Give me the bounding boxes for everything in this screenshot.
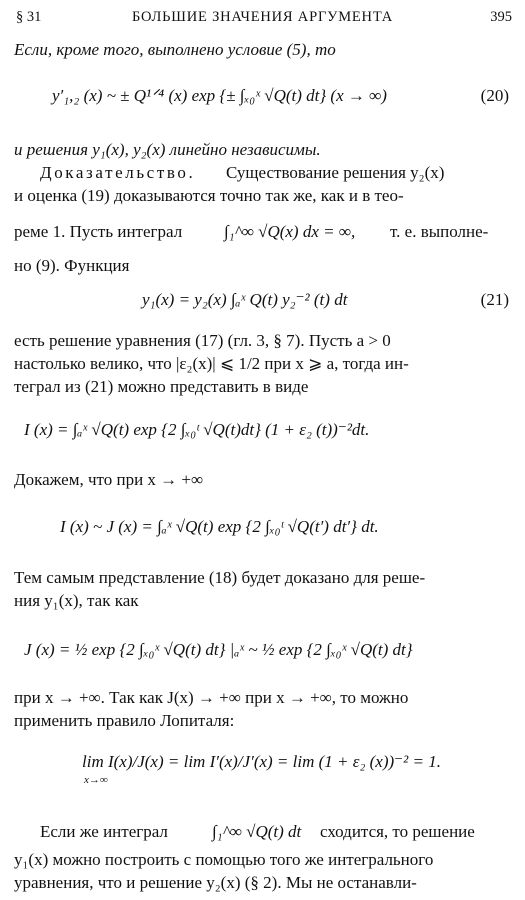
text-line: Если, кроме того, выполнено условие (5), то bbox=[14, 40, 336, 59]
text-line: есть решение уравнения (17) (гл. 3, § 7). Пусть a > 0 bbox=[14, 331, 391, 350]
limit-equation: lim I(x)/J(x) = lim I′(x)/J′(x) = lim (1 + ε₂ (x))⁻² = 1. bbox=[82, 752, 441, 771]
text-line: т. е. выполне- bbox=[390, 222, 489, 241]
equation-J: J (x) = ½ exp {2 ∫ₓ₀ˣ √Q(t) dt} |ₐˣ ~ ½ exp {2 ∫ₓ₀ˣ √Q(t) dt} bbox=[24, 640, 413, 659]
equation-number: (20) bbox=[480, 86, 509, 105]
text-line: и решения y₁(x), y₂(x) линейно независимы. bbox=[14, 140, 321, 159]
running-title: БОЛЬШИЕ ЗНАЧЕНИЯ АРГУМЕНТА bbox=[131, 9, 394, 25]
inline-integral: ∫₁^∞ √Q(x) dx = ∞, bbox=[224, 222, 356, 241]
text-line: применить правило Лопиталя: bbox=[14, 711, 235, 730]
equation-20: y′₁,₂ (x) ~ ± Q¹ᐟ⁴ (x) exp {± ∫ₓ₀ˣ √Q(t) dt} (x → ∞) bbox=[52, 86, 387, 105]
text-line: сходится, то решение bbox=[320, 822, 475, 841]
text-line: настолько велико, что |ε₂(x)| ⩽ 1/2 при x ⩾ a, тогда ин- bbox=[14, 354, 409, 373]
limit-subscript: x→∞ bbox=[84, 774, 108, 786]
text-line: ния y₁(x), так как bbox=[14, 591, 139, 610]
text-line: реме 1. Пусть интеграл bbox=[14, 222, 183, 241]
text-line: при x → +∞. Так как J(x) → +∞ при x → +∞, то можно bbox=[14, 688, 409, 707]
proof-heading: Доказательство. bbox=[40, 163, 196, 182]
section-number: § 31 bbox=[16, 9, 42, 25]
equation-I-J: I (x) ~ J (x) = ∫ₐˣ √Q(t) exp {2 ∫ₓ₀ᵗ √Q(t′) dt′} dt. bbox=[60, 517, 379, 536]
text-line: y₁(x) можно построить с помощью того же интегрального bbox=[14, 850, 434, 869]
text-line: Если же интеграл bbox=[40, 822, 168, 841]
text-line: Существование решения y₂(x) bbox=[226, 163, 445, 182]
equation-number: (21) bbox=[480, 290, 509, 309]
text-line: и оценка (19) доказываются точно так же, как и в тео- bbox=[14, 186, 404, 205]
text-line: теграл из (21) можно представить в виде bbox=[14, 377, 309, 396]
text-line: Докажем, что при x → +∞ bbox=[14, 470, 204, 489]
text-line: уравнения, что и решение y₂(x) (§ 2). Мы не останавли- bbox=[14, 873, 417, 892]
inline-integral: ∫₁^∞ √Q(t) dt bbox=[212, 822, 302, 841]
equation-I: I (x) = ∫ₐˣ √Q(t) exp {2 ∫ₓ₀ᵗ √Q(t)dt} (1 + ε₂ (t))⁻²dt. bbox=[24, 420, 370, 439]
equation-21: y₁(x) = y₂(x) ∫ₐˣ Q(t) y₂⁻² (t) dt bbox=[142, 290, 348, 309]
page-number: 395 bbox=[490, 9, 512, 25]
text-line: Тем самым представление (18) будет доказано для реше- bbox=[14, 568, 426, 587]
text-line: но (9). Функция bbox=[14, 256, 130, 275]
